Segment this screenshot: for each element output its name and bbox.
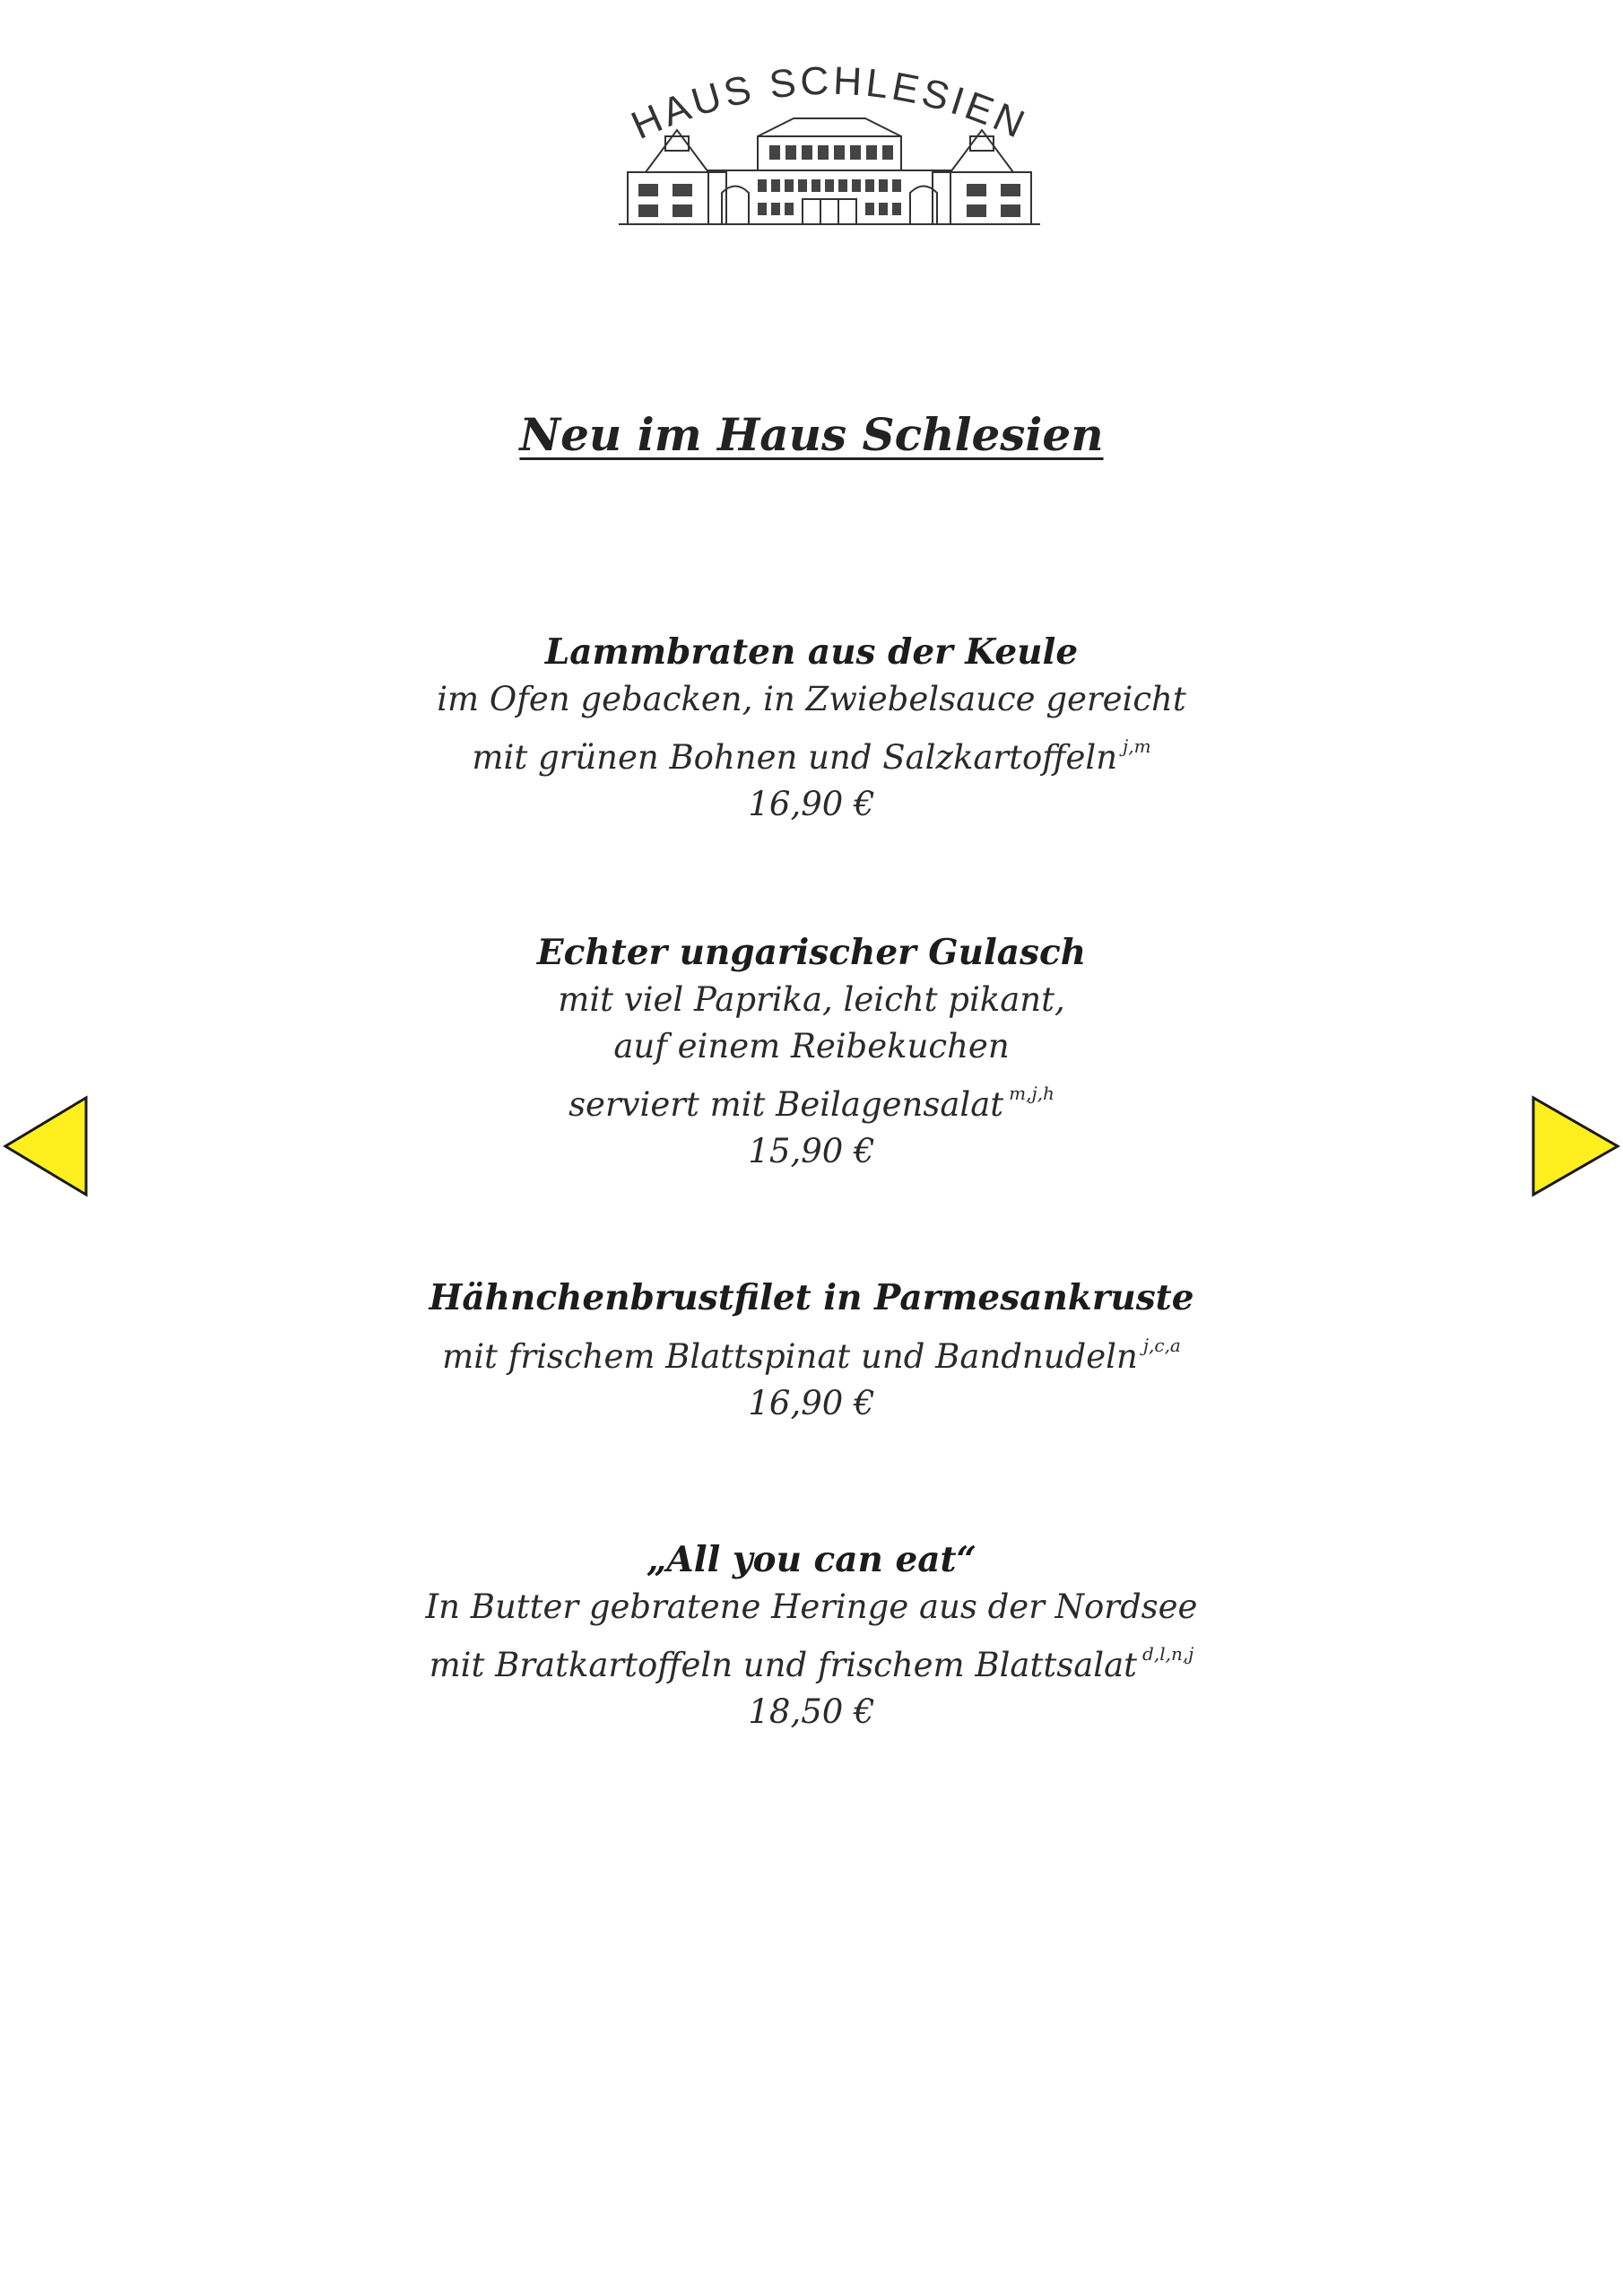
triangle-left-icon [0, 1092, 108, 1200]
dish-description-text: im Ofen gebacken, in Zwiebelsauce gereicht [437, 680, 1186, 718]
dish-description-text: auf einem Reibekuchen [613, 1027, 1010, 1065]
dish-description-line [0, 977, 1623, 1023]
dish-name: „All you can eat“ [647, 1539, 976, 1580]
dish-price: 15,90 € [748, 1132, 875, 1170]
haus-schlesien-logo [610, 36, 1049, 242]
logo-graphic [610, 36, 1049, 242]
next-page-button[interactable] [1526, 1092, 1623, 1200]
dish-item [0, 1535, 1623, 1735]
dish-description-text: mit viel Paprika, leicht pikant, [558, 980, 1065, 1019]
dish-item [0, 928, 1623, 1175]
allergen-codes: d,l,n,j [1142, 1643, 1194, 1665]
allergen-codes: m,j,h [1009, 1083, 1055, 1104]
dish-description-text: serviert mit Beilagensalat [568, 1085, 1004, 1124]
dish-description-text: mit grünen Bohnen und Salzkartoffeln [472, 738, 1118, 777]
dish-description-text: mit frischem Blattspinat und Bandnudeln [442, 1337, 1138, 1376]
dish-name: Echter ungarischer Gulasch [536, 932, 1087, 973]
allergen-codes: j,m [1123, 735, 1151, 757]
allergen-codes: j,c,a [1142, 1335, 1181, 1356]
dish-price: 18,50 € [748, 1692, 875, 1731]
dish-description-line [0, 1023, 1623, 1070]
dish-name: Hähnchenbrustfilet in Parmesankruste [429, 1277, 1194, 1318]
previous-page-button[interactable] [0, 1092, 108, 1200]
dish-description-line [0, 1631, 1623, 1689]
triangle-right-icon [1526, 1092, 1623, 1200]
dish-description-text: In Butter gebratene Heringe aus der Nordsee [425, 1587, 1198, 1626]
page-title: Neu im Haus Schlesien [519, 408, 1104, 461]
dish-item [0, 628, 1623, 828]
dish-name: Lammbraten aus der Keule [544, 631, 1079, 673]
dish-description-line [0, 723, 1623, 781]
dish-price: 16,90 € [748, 1384, 875, 1422]
dish-description-line [0, 1070, 1623, 1128]
dish-description-line [0, 1322, 1623, 1380]
dish-description-text: mit Bratkartoffeln und frischem Blattsalat [429, 1646, 1138, 1684]
dish-description-line [0, 1584, 1623, 1631]
logo-text: HAUS SCHLESIEN [624, 58, 1035, 148]
dish-price: 16,90 € [748, 785, 875, 823]
dish-description-line [0, 676, 1623, 723]
dish-item [0, 1274, 1623, 1427]
